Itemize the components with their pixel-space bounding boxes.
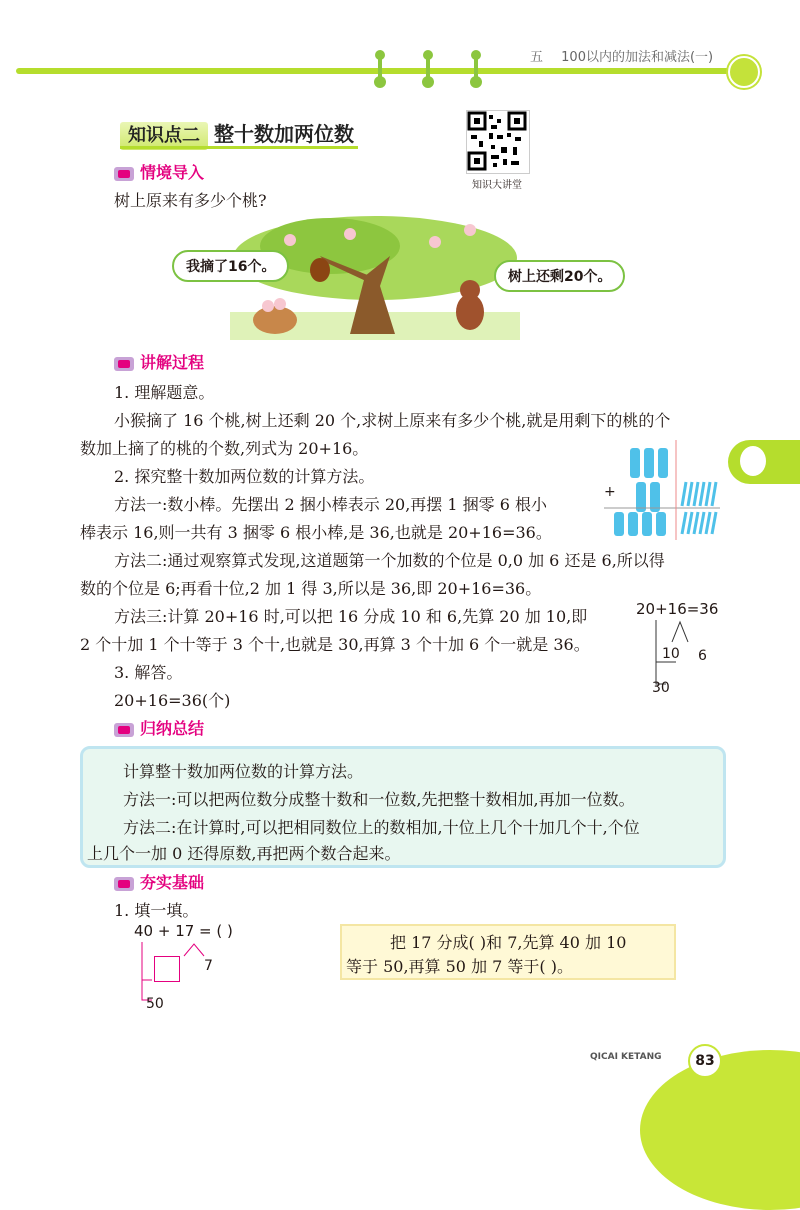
- step-1: 1. 理解题意。: [114, 383, 215, 402]
- book-icon: [114, 877, 134, 891]
- title-underline: [120, 146, 358, 149]
- summary-line-1: 计算整十数加两位数的计算方法。: [123, 762, 364, 781]
- fill-in-box: [340, 924, 676, 980]
- split-equation: 20+16=36: [636, 600, 719, 618]
- step-1-text: 小猴摘了 16 个桃,树上还剩 20 个,求树上原来有多少个桃,就是用剩下的桃的个: [114, 411, 671, 430]
- knowledge-point-tag: 知识点二: [120, 122, 208, 150]
- step-3: 3. 解答。: [114, 663, 183, 682]
- split-diagram: [636, 600, 736, 700]
- method-3-cont: 2 个十加 1 个十等于 3 个十,也就是 30,再算 3 个十加 6 个一就是 36。: [80, 635, 590, 654]
- fill-in-line-2: 等于 50,再算 50 加 7 等于( )。: [346, 957, 573, 976]
- header-rule: [16, 68, 738, 74]
- fill-in-line-1: 把 17 分成( )和 7,先算 40 加 10: [390, 933, 627, 952]
- qr-code-icon[interactable]: [466, 110, 530, 174]
- summary-line-3-cont: 上几个一加 0 还得原数,再把两个数合起来。: [87, 844, 401, 863]
- exercise-label: 1. 填一填。: [114, 901, 199, 920]
- binder-pin: [378, 54, 382, 82]
- summary-box: [80, 746, 726, 868]
- section-intro-label: 情境导入: [140, 163, 205, 182]
- exercise-equation: 40 + 17 = ( ): [134, 922, 233, 940]
- footer-brand: QICAI KETANG: [590, 1052, 662, 1062]
- section-explain-label: 讲解过程: [140, 353, 205, 372]
- sticks-diagram: [600, 440, 720, 540]
- step-2: 2. 探究整十数加两位数的计算方法。: [114, 467, 375, 486]
- lesson-title: [120, 118, 354, 148]
- section-summary: [114, 716, 204, 739]
- mascot-icon: [728, 56, 760, 88]
- split-six: 6: [698, 648, 707, 664]
- bunny-icon: [740, 446, 766, 476]
- section-explain: [114, 350, 204, 373]
- exercise-fifty: 50: [146, 996, 164, 1012]
- plus-sign: +: [604, 484, 616, 500]
- corner-decoration: [640, 1050, 800, 1210]
- chapter-number: 五: [530, 50, 544, 65]
- split-thirty: 30: [652, 680, 670, 696]
- answer: 20+16=36(个): [114, 691, 231, 710]
- answer-box[interactable]: [154, 956, 180, 982]
- chapter-title: 100以内的加法和减法(一): [561, 50, 714, 65]
- page-number: 83: [688, 1044, 722, 1078]
- summary-line-3: 方法二:在计算时,可以把相同数位上的数相加,十位上几个十加几个十,个位: [123, 818, 640, 837]
- section-intro: [114, 160, 204, 183]
- method-2-cont: 数的个位是 6;再看十位,2 加 1 得 3,所以是 36,即 20+16=36。: [80, 579, 542, 598]
- section-basics: [114, 870, 204, 893]
- section-summary-label: 归纳总结: [140, 719, 205, 738]
- method-2: 方法二:通过观察算式发现,这道题第一个加数的个位是 0,0 加 6 还是 6,所以得: [114, 551, 665, 570]
- binder-pin: [426, 54, 430, 82]
- speech-bubble-left: 我摘了16个。: [172, 250, 289, 282]
- method-1-cont: 棒表示 16,则一共有 3 捆零 6 根小棒,是 36,也就是 20+16=36。: [80, 523, 552, 542]
- book-icon: [114, 357, 134, 371]
- method-3: 方法三:计算 20+16 时,可以把 16 分成 10 和 6,先算 20 加 10,即: [114, 607, 588, 626]
- step-1-text-cont: 数加上摘了的桃的个数,列式为 20+16。: [80, 439, 369, 458]
- exercise-seven: 7: [204, 958, 213, 974]
- method-1: 方法一:数小棒。先摆出 2 捆小棒表示 20,再摆 1 捆零 6 根小: [114, 495, 547, 514]
- exercise-diagram: [134, 922, 314, 1018]
- book-icon: [114, 167, 134, 181]
- side-tab: [728, 440, 800, 484]
- binder-pin: [474, 54, 478, 82]
- running-header: [530, 46, 713, 65]
- section-basics-label: 夯实基础: [140, 873, 205, 892]
- qr-label: 知识大讲堂: [472, 180, 522, 191]
- lesson-heading: 整十数加两位数: [214, 122, 354, 146]
- intro-question: 树上原来有多少个桃?: [114, 191, 267, 210]
- split-ten: 10: [662, 646, 680, 662]
- book-icon: [114, 723, 134, 737]
- speech-bubble-right: 树上还剩20个。: [494, 260, 625, 292]
- summary-line-2: 方法一:可以把两位数分成整十数和一位数,先把整十数相加,再加一位数。: [123, 790, 635, 809]
